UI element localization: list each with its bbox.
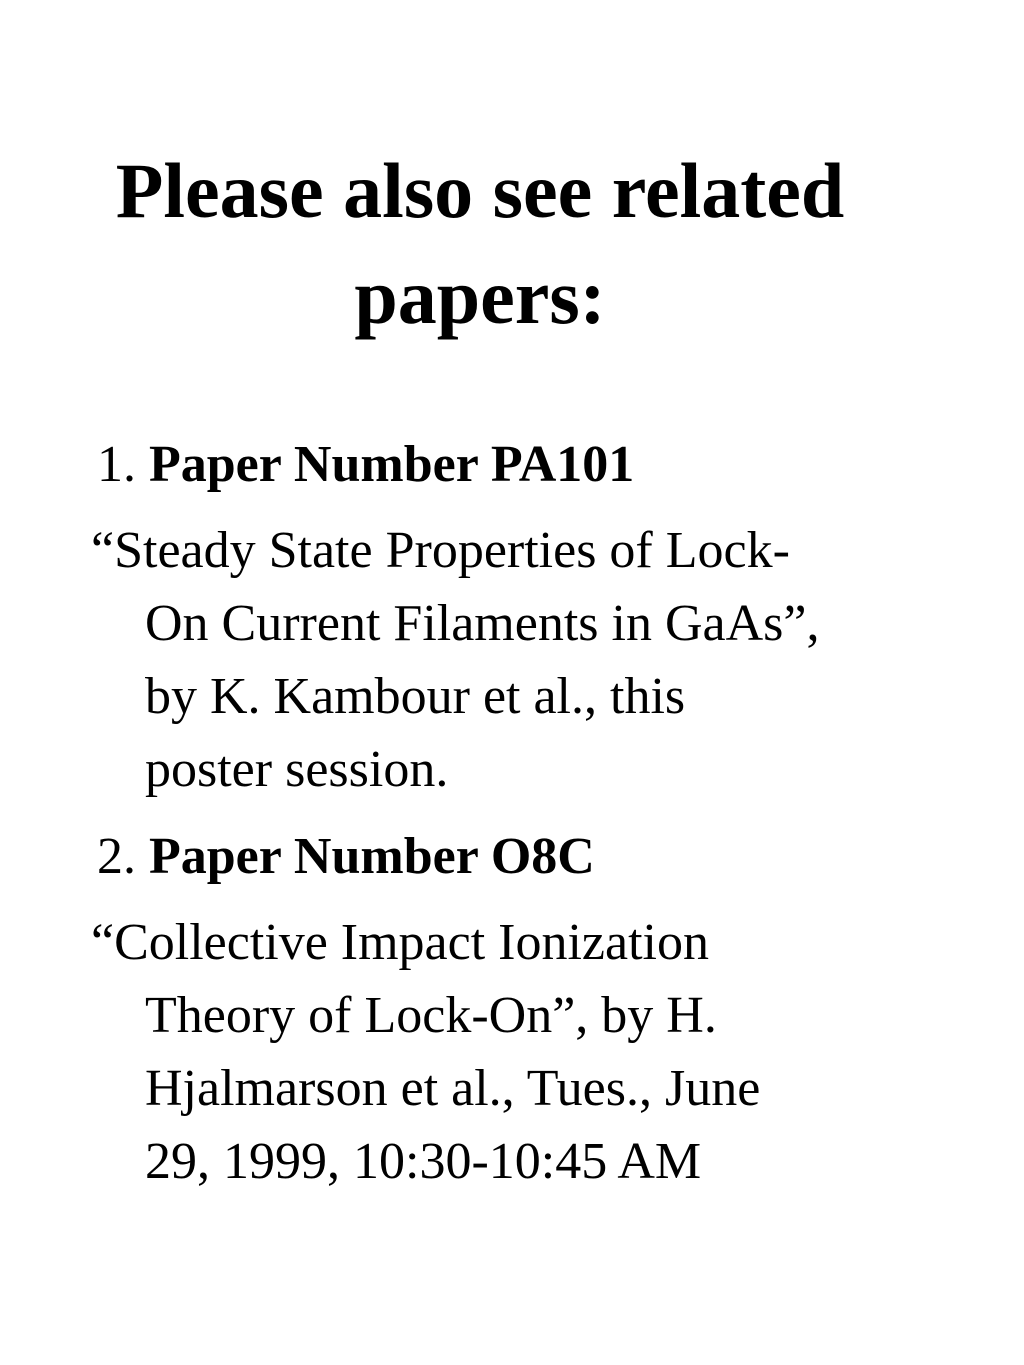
- paper-1-number-prefix: 1.: [97, 436, 136, 493]
- paper-1-citation: [91, 514, 819, 806]
- slide-title: [40, 138, 920, 350]
- paper-2-citation: [91, 906, 760, 1198]
- paper-1-citation-line-1: “Steady State Properties of Lock-: [91, 522, 790, 579]
- paper-1-citation-line-3: by K. Kambour et al., this: [145, 668, 686, 725]
- paper-2-citation-line-3: Hjalmarson et al., Tues., June: [145, 1060, 761, 1117]
- paper-2-citation-line-4: 29, 1999, 10:30-10:45 AM: [145, 1133, 702, 1190]
- paper-2-citation-line-2: Theory of Lock-On”, by H.: [145, 987, 717, 1044]
- paper-2-number-prefix: 2.: [97, 828, 136, 885]
- paper-2-citation-line-1: “Collective Impact Ionization: [91, 914, 709, 971]
- paper-2-paper-number: Paper Number O8C: [149, 828, 595, 885]
- paper-1-heading: [97, 430, 634, 500]
- paper-2-heading: [97, 822, 595, 892]
- paper-1-paper-number: Paper Number PA101: [149, 436, 635, 493]
- paper-1-citation-line-2: On Current Filaments in GaAs”,: [145, 595, 820, 652]
- slide-title-line-2: papers:: [354, 253, 606, 340]
- paper-1-citation-line-4: poster session.: [145, 741, 449, 798]
- slide-title-line-1: Please also see related: [115, 147, 845, 234]
